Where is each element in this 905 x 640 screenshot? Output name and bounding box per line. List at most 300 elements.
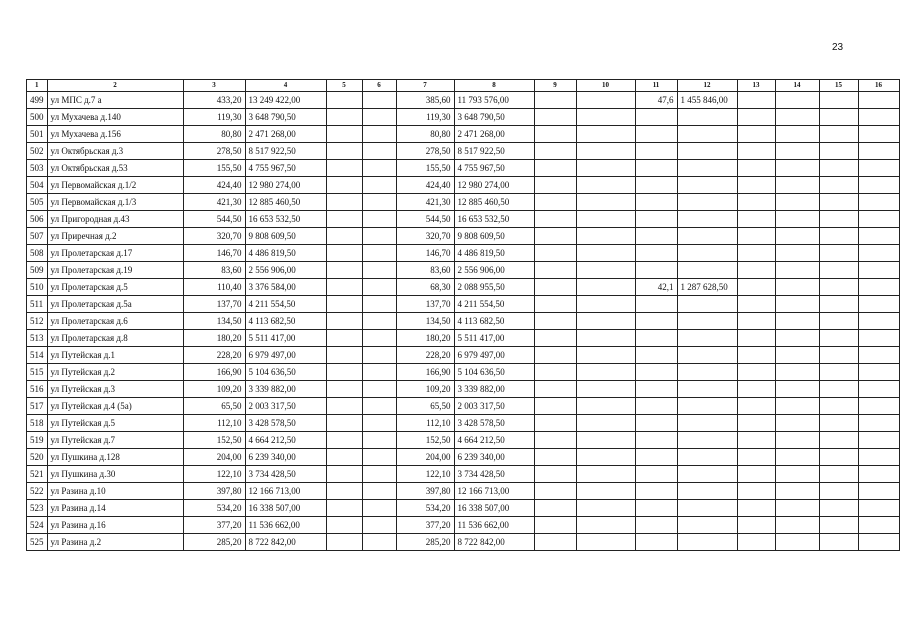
empty-cell-15 xyxy=(819,347,858,364)
empty-cell-16 xyxy=(858,296,899,313)
empty-cell-10 xyxy=(576,517,635,534)
empty-cell-16 xyxy=(858,347,899,364)
empty-cell-16 xyxy=(858,109,899,126)
empty-cell-15 xyxy=(819,245,858,262)
row-number: 518 xyxy=(27,415,48,432)
value-cell-8: 9 808 609,50 xyxy=(454,228,534,245)
table-row xyxy=(27,126,900,143)
empty-cell-13 xyxy=(737,262,775,279)
table-row xyxy=(27,313,900,330)
empty-cell-6 xyxy=(362,194,396,211)
empty-cell-10 xyxy=(576,177,635,194)
value-cell-12 xyxy=(677,109,737,126)
empty-cell-13 xyxy=(737,517,775,534)
empty-cell-6 xyxy=(362,109,396,126)
value-cell-7: 68,30 xyxy=(396,279,454,296)
empty-cell-6 xyxy=(362,517,396,534)
value-cell-11 xyxy=(635,109,677,126)
empty-cell-15 xyxy=(819,177,858,194)
value-cell-4: 16 338 507,00 xyxy=(245,500,326,517)
value-cell-11 xyxy=(635,126,677,143)
empty-cell-14 xyxy=(775,245,819,262)
empty-cell-9 xyxy=(534,126,576,143)
row-number: 522 xyxy=(27,483,48,500)
value-cell-4: 16 653 532,50 xyxy=(245,211,326,228)
empty-cell-9 xyxy=(534,143,576,160)
table-row xyxy=(27,483,900,500)
empty-cell-5 xyxy=(326,432,362,449)
value-cell-3: 278,50 xyxy=(183,143,245,160)
empty-cell-14 xyxy=(775,398,819,415)
value-cell-4: 3 428 578,50 xyxy=(245,415,326,432)
empty-cell-14 xyxy=(775,500,819,517)
address-cell: ул Путейская д.1 xyxy=(47,347,183,364)
empty-cell-6 xyxy=(362,160,396,177)
row-number: 517 xyxy=(27,398,48,415)
empty-cell-15 xyxy=(819,466,858,483)
empty-cell-16 xyxy=(858,483,899,500)
empty-cell-16 xyxy=(858,415,899,432)
value-cell-7: 385,60 xyxy=(396,92,454,109)
empty-cell-14 xyxy=(775,534,819,551)
empty-cell-5 xyxy=(326,500,362,517)
table-row xyxy=(27,160,900,177)
empty-cell-10 xyxy=(576,398,635,415)
empty-cell-16 xyxy=(858,534,899,551)
value-cell-3: 152,50 xyxy=(183,432,245,449)
value-cell-7: 146,70 xyxy=(396,245,454,262)
empty-cell-5 xyxy=(326,92,362,109)
empty-cell-9 xyxy=(534,92,576,109)
empty-cell-10 xyxy=(576,194,635,211)
value-cell-7: 65,50 xyxy=(396,398,454,415)
value-cell-11 xyxy=(635,449,677,466)
value-cell-7: 152,50 xyxy=(396,432,454,449)
empty-cell-10 xyxy=(576,381,635,398)
table-row xyxy=(27,432,900,449)
value-cell-12 xyxy=(677,228,737,245)
empty-cell-5 xyxy=(326,483,362,500)
value-cell-8: 11 793 576,00 xyxy=(454,92,534,109)
empty-cell-15 xyxy=(819,500,858,517)
value-cell-7: 134,50 xyxy=(396,313,454,330)
table-row xyxy=(27,517,900,534)
empty-cell-14 xyxy=(775,330,819,347)
empty-cell-13 xyxy=(737,296,775,313)
address-cell: ул Разина д.14 xyxy=(47,500,183,517)
empty-cell-15 xyxy=(819,143,858,160)
column-header-9: 9 xyxy=(534,80,576,92)
empty-cell-10 xyxy=(576,466,635,483)
empty-cell-5 xyxy=(326,517,362,534)
empty-cell-16 xyxy=(858,517,899,534)
table-row xyxy=(27,330,900,347)
value-cell-11 xyxy=(635,211,677,228)
empty-cell-13 xyxy=(737,211,775,228)
empty-cell-13 xyxy=(737,500,775,517)
value-cell-3: 134,50 xyxy=(183,313,245,330)
empty-cell-5 xyxy=(326,381,362,398)
value-cell-3: 433,20 xyxy=(183,92,245,109)
value-cell-3: 534,20 xyxy=(183,500,245,517)
address-cell: ул Разина д.2 xyxy=(47,534,183,551)
value-cell-8: 12 885 460,50 xyxy=(454,194,534,211)
empty-cell-16 xyxy=(858,245,899,262)
value-cell-3: 155,50 xyxy=(183,160,245,177)
empty-cell-9 xyxy=(534,330,576,347)
empty-cell-10 xyxy=(576,92,635,109)
value-cell-7: 397,80 xyxy=(396,483,454,500)
value-cell-4: 2 471 268,00 xyxy=(245,126,326,143)
row-number: 520 xyxy=(27,449,48,466)
empty-cell-10 xyxy=(576,432,635,449)
empty-cell-15 xyxy=(819,262,858,279)
column-header-1: 1 xyxy=(27,80,48,92)
value-cell-8: 4 113 682,50 xyxy=(454,313,534,330)
empty-cell-9 xyxy=(534,432,576,449)
value-cell-8: 2 556 906,00 xyxy=(454,262,534,279)
address-cell: ул Октябрьская д.53 xyxy=(47,160,183,177)
value-cell-11 xyxy=(635,432,677,449)
empty-cell-16 xyxy=(858,313,899,330)
empty-cell-6 xyxy=(362,381,396,398)
empty-cell-15 xyxy=(819,92,858,109)
empty-cell-16 xyxy=(858,500,899,517)
empty-cell-6 xyxy=(362,262,396,279)
value-cell-8: 4 755 967,50 xyxy=(454,160,534,177)
empty-cell-10 xyxy=(576,109,635,126)
table-row xyxy=(27,143,900,160)
value-cell-7: 119,30 xyxy=(396,109,454,126)
value-cell-7: 137,70 xyxy=(396,296,454,313)
table-row xyxy=(27,279,900,296)
value-cell-7: 421,30 xyxy=(396,194,454,211)
value-cell-11 xyxy=(635,245,677,262)
value-cell-8: 12 166 713,00 xyxy=(454,483,534,500)
value-cell-8: 5 511 417,00 xyxy=(454,330,534,347)
address-cell: ул Пролетарская д.17 xyxy=(47,245,183,262)
value-cell-11 xyxy=(635,398,677,415)
empty-cell-13 xyxy=(737,347,775,364)
empty-cell-16 xyxy=(858,364,899,381)
value-cell-11 xyxy=(635,364,677,381)
value-cell-11 xyxy=(635,262,677,279)
row-number: 523 xyxy=(27,500,48,517)
empty-cell-15 xyxy=(819,160,858,177)
empty-cell-10 xyxy=(576,415,635,432)
empty-cell-9 xyxy=(534,109,576,126)
empty-cell-13 xyxy=(737,415,775,432)
empty-cell-6 xyxy=(362,313,396,330)
empty-cell-14 xyxy=(775,517,819,534)
value-cell-11 xyxy=(635,296,677,313)
row-number: 507 xyxy=(27,228,48,245)
value-cell-12 xyxy=(677,194,737,211)
empty-cell-6 xyxy=(362,177,396,194)
empty-cell-15 xyxy=(819,211,858,228)
value-cell-4: 4 113 682,50 xyxy=(245,313,326,330)
value-cell-7: 166,90 xyxy=(396,364,454,381)
column-header-11: 11 xyxy=(635,80,677,92)
empty-cell-9 xyxy=(534,279,576,296)
value-cell-3: 110,40 xyxy=(183,279,245,296)
empty-cell-5 xyxy=(326,143,362,160)
value-cell-12 xyxy=(677,177,737,194)
empty-cell-14 xyxy=(775,194,819,211)
empty-cell-16 xyxy=(858,92,899,109)
value-cell-8: 5 104 636,50 xyxy=(454,364,534,381)
value-cell-8: 16 338 507,00 xyxy=(454,500,534,517)
empty-cell-16 xyxy=(858,211,899,228)
empty-cell-15 xyxy=(819,483,858,500)
empty-cell-13 xyxy=(737,160,775,177)
empty-cell-16 xyxy=(858,228,899,245)
empty-cell-14 xyxy=(775,364,819,381)
empty-cell-13 xyxy=(737,92,775,109)
empty-cell-6 xyxy=(362,500,396,517)
empty-cell-5 xyxy=(326,177,362,194)
empty-cell-13 xyxy=(737,109,775,126)
value-cell-8: 6 979 497,00 xyxy=(454,347,534,364)
value-cell-4: 4 664 212,50 xyxy=(245,432,326,449)
value-cell-8: 4 211 554,50 xyxy=(454,296,534,313)
column-header-2: 2 xyxy=(47,80,183,92)
column-header-15: 15 xyxy=(819,80,858,92)
table-row xyxy=(27,398,900,415)
empty-cell-10 xyxy=(576,483,635,500)
value-cell-3: 544,50 xyxy=(183,211,245,228)
value-cell-12 xyxy=(677,296,737,313)
empty-cell-15 xyxy=(819,313,858,330)
empty-cell-6 xyxy=(362,211,396,228)
value-cell-4: 5 511 417,00 xyxy=(245,330,326,347)
table-row xyxy=(27,194,900,211)
column-header-8: 8 xyxy=(454,80,534,92)
empty-cell-6 xyxy=(362,534,396,551)
column-header-10: 10 xyxy=(576,80,635,92)
value-cell-4: 4 211 554,50 xyxy=(245,296,326,313)
empty-cell-5 xyxy=(326,279,362,296)
empty-cell-6 xyxy=(362,296,396,313)
empty-cell-14 xyxy=(775,466,819,483)
empty-cell-5 xyxy=(326,262,362,279)
value-cell-8: 3 648 790,50 xyxy=(454,109,534,126)
value-cell-4: 6 979 497,00 xyxy=(245,347,326,364)
address-cell: ул Мухачева д.156 xyxy=(47,126,183,143)
row-number: 503 xyxy=(27,160,48,177)
table-row xyxy=(27,500,900,517)
value-cell-7: 544,50 xyxy=(396,211,454,228)
empty-cell-5 xyxy=(326,160,362,177)
empty-cell-9 xyxy=(534,228,576,245)
value-cell-8: 2 088 955,50 xyxy=(454,279,534,296)
value-cell-11 xyxy=(635,517,677,534)
value-cell-12 xyxy=(677,313,737,330)
empty-cell-14 xyxy=(775,432,819,449)
value-cell-4: 3 339 882,00 xyxy=(245,381,326,398)
value-cell-12: 1 287 628,50 xyxy=(677,279,737,296)
value-cell-4: 9 808 609,50 xyxy=(245,228,326,245)
address-cell: ул Первомайская д.1/2 xyxy=(47,177,183,194)
value-cell-4: 5 104 636,50 xyxy=(245,364,326,381)
value-cell-7: 228,20 xyxy=(396,347,454,364)
empty-cell-13 xyxy=(737,449,775,466)
table-row xyxy=(27,364,900,381)
table-row xyxy=(27,245,900,262)
empty-cell-14 xyxy=(775,347,819,364)
value-cell-8: 8 517 922,50 xyxy=(454,143,534,160)
value-cell-3: 83,60 xyxy=(183,262,245,279)
empty-cell-15 xyxy=(819,228,858,245)
empty-cell-5 xyxy=(326,449,362,466)
empty-cell-13 xyxy=(737,398,775,415)
value-cell-12 xyxy=(677,466,737,483)
value-cell-12 xyxy=(677,398,737,415)
empty-cell-5 xyxy=(326,126,362,143)
empty-cell-9 xyxy=(534,262,576,279)
empty-cell-10 xyxy=(576,330,635,347)
empty-cell-9 xyxy=(534,364,576,381)
address-cell: ул Путейская д.7 xyxy=(47,432,183,449)
value-cell-8: 11 536 662,00 xyxy=(454,517,534,534)
value-cell-11 xyxy=(635,160,677,177)
value-cell-4: 2 003 317,50 xyxy=(245,398,326,415)
empty-cell-14 xyxy=(775,262,819,279)
empty-cell-9 xyxy=(534,398,576,415)
value-cell-7: 424,40 xyxy=(396,177,454,194)
empty-cell-16 xyxy=(858,194,899,211)
empty-cell-5 xyxy=(326,364,362,381)
table-row xyxy=(27,347,900,364)
value-cell-3: 137,70 xyxy=(183,296,245,313)
value-cell-8: 4 664 212,50 xyxy=(454,432,534,449)
value-cell-11 xyxy=(635,415,677,432)
value-cell-12 xyxy=(677,534,737,551)
empty-cell-9 xyxy=(534,177,576,194)
address-cell: ул Разина д.16 xyxy=(47,517,183,534)
value-cell-7: 278,50 xyxy=(396,143,454,160)
empty-cell-6 xyxy=(362,245,396,262)
value-cell-12 xyxy=(677,449,737,466)
empty-cell-5 xyxy=(326,415,362,432)
empty-cell-14 xyxy=(775,313,819,330)
value-cell-12 xyxy=(677,330,737,347)
value-cell-12 xyxy=(677,143,737,160)
value-cell-4: 8 722 842,00 xyxy=(245,534,326,551)
empty-cell-9 xyxy=(534,415,576,432)
table-row xyxy=(27,109,900,126)
value-cell-11 xyxy=(635,381,677,398)
value-cell-4: 13 249 422,00 xyxy=(245,92,326,109)
column-header-6: 6 xyxy=(362,80,396,92)
empty-cell-5 xyxy=(326,245,362,262)
empty-cell-13 xyxy=(737,534,775,551)
empty-cell-10 xyxy=(576,347,635,364)
value-cell-3: 228,20 xyxy=(183,347,245,364)
value-cell-12 xyxy=(677,415,737,432)
register-table xyxy=(26,79,900,551)
value-cell-12 xyxy=(677,500,737,517)
value-cell-3: 397,80 xyxy=(183,483,245,500)
empty-cell-16 xyxy=(858,449,899,466)
row-number: 519 xyxy=(27,432,48,449)
value-cell-11 xyxy=(635,483,677,500)
empty-cell-14 xyxy=(775,160,819,177)
empty-cell-14 xyxy=(775,449,819,466)
empty-cell-9 xyxy=(534,160,576,177)
empty-cell-5 xyxy=(326,211,362,228)
empty-cell-14 xyxy=(775,381,819,398)
empty-cell-14 xyxy=(775,126,819,143)
table-row xyxy=(27,466,900,483)
empty-cell-6 xyxy=(362,126,396,143)
empty-cell-9 xyxy=(534,194,576,211)
address-cell: ул Путейская д.5 xyxy=(47,415,183,432)
empty-cell-9 xyxy=(534,483,576,500)
row-number: 504 xyxy=(27,177,48,194)
value-cell-12 xyxy=(677,381,737,398)
value-cell-12: 1 455 846,00 xyxy=(677,92,737,109)
row-number: 505 xyxy=(27,194,48,211)
value-cell-8: 6 239 340,00 xyxy=(454,449,534,466)
empty-cell-16 xyxy=(858,160,899,177)
value-cell-12 xyxy=(677,483,737,500)
empty-cell-15 xyxy=(819,194,858,211)
address-cell: ул Первомайская д.1/3 xyxy=(47,194,183,211)
empty-cell-9 xyxy=(534,517,576,534)
value-cell-12 xyxy=(677,517,737,534)
empty-cell-13 xyxy=(737,126,775,143)
empty-cell-13 xyxy=(737,313,775,330)
address-cell: ул Путейская д.3 xyxy=(47,381,183,398)
empty-cell-15 xyxy=(819,517,858,534)
value-cell-4: 12 885 460,50 xyxy=(245,194,326,211)
address-cell: ул Октябрьская д.3 xyxy=(47,143,183,160)
value-cell-8: 2 003 317,50 xyxy=(454,398,534,415)
table-body xyxy=(27,80,900,551)
empty-cell-6 xyxy=(362,415,396,432)
value-cell-8: 4 486 819,50 xyxy=(454,245,534,262)
row-number: 511 xyxy=(27,296,48,313)
empty-cell-16 xyxy=(858,262,899,279)
empty-cell-15 xyxy=(819,432,858,449)
empty-cell-15 xyxy=(819,449,858,466)
value-cell-3: 65,50 xyxy=(183,398,245,415)
table-row xyxy=(27,415,900,432)
empty-cell-16 xyxy=(858,177,899,194)
column-header-12: 12 xyxy=(677,80,737,92)
row-number: 502 xyxy=(27,143,48,160)
value-cell-11 xyxy=(635,194,677,211)
row-number: 515 xyxy=(27,364,48,381)
empty-cell-14 xyxy=(775,415,819,432)
empty-cell-13 xyxy=(737,279,775,296)
value-cell-11: 47,6 xyxy=(635,92,677,109)
value-cell-8: 8 722 842,00 xyxy=(454,534,534,551)
page-number: 23 xyxy=(832,42,844,53)
empty-cell-14 xyxy=(775,109,819,126)
value-cell-3: 421,30 xyxy=(183,194,245,211)
empty-cell-16 xyxy=(858,143,899,160)
empty-cell-9 xyxy=(534,296,576,313)
empty-cell-14 xyxy=(775,92,819,109)
empty-cell-16 xyxy=(858,330,899,347)
empty-cell-15 xyxy=(819,381,858,398)
value-cell-8: 3 428 578,50 xyxy=(454,415,534,432)
empty-cell-16 xyxy=(858,381,899,398)
empty-cell-6 xyxy=(362,449,396,466)
address-cell: ул Пролетарская д.5а xyxy=(47,296,183,313)
